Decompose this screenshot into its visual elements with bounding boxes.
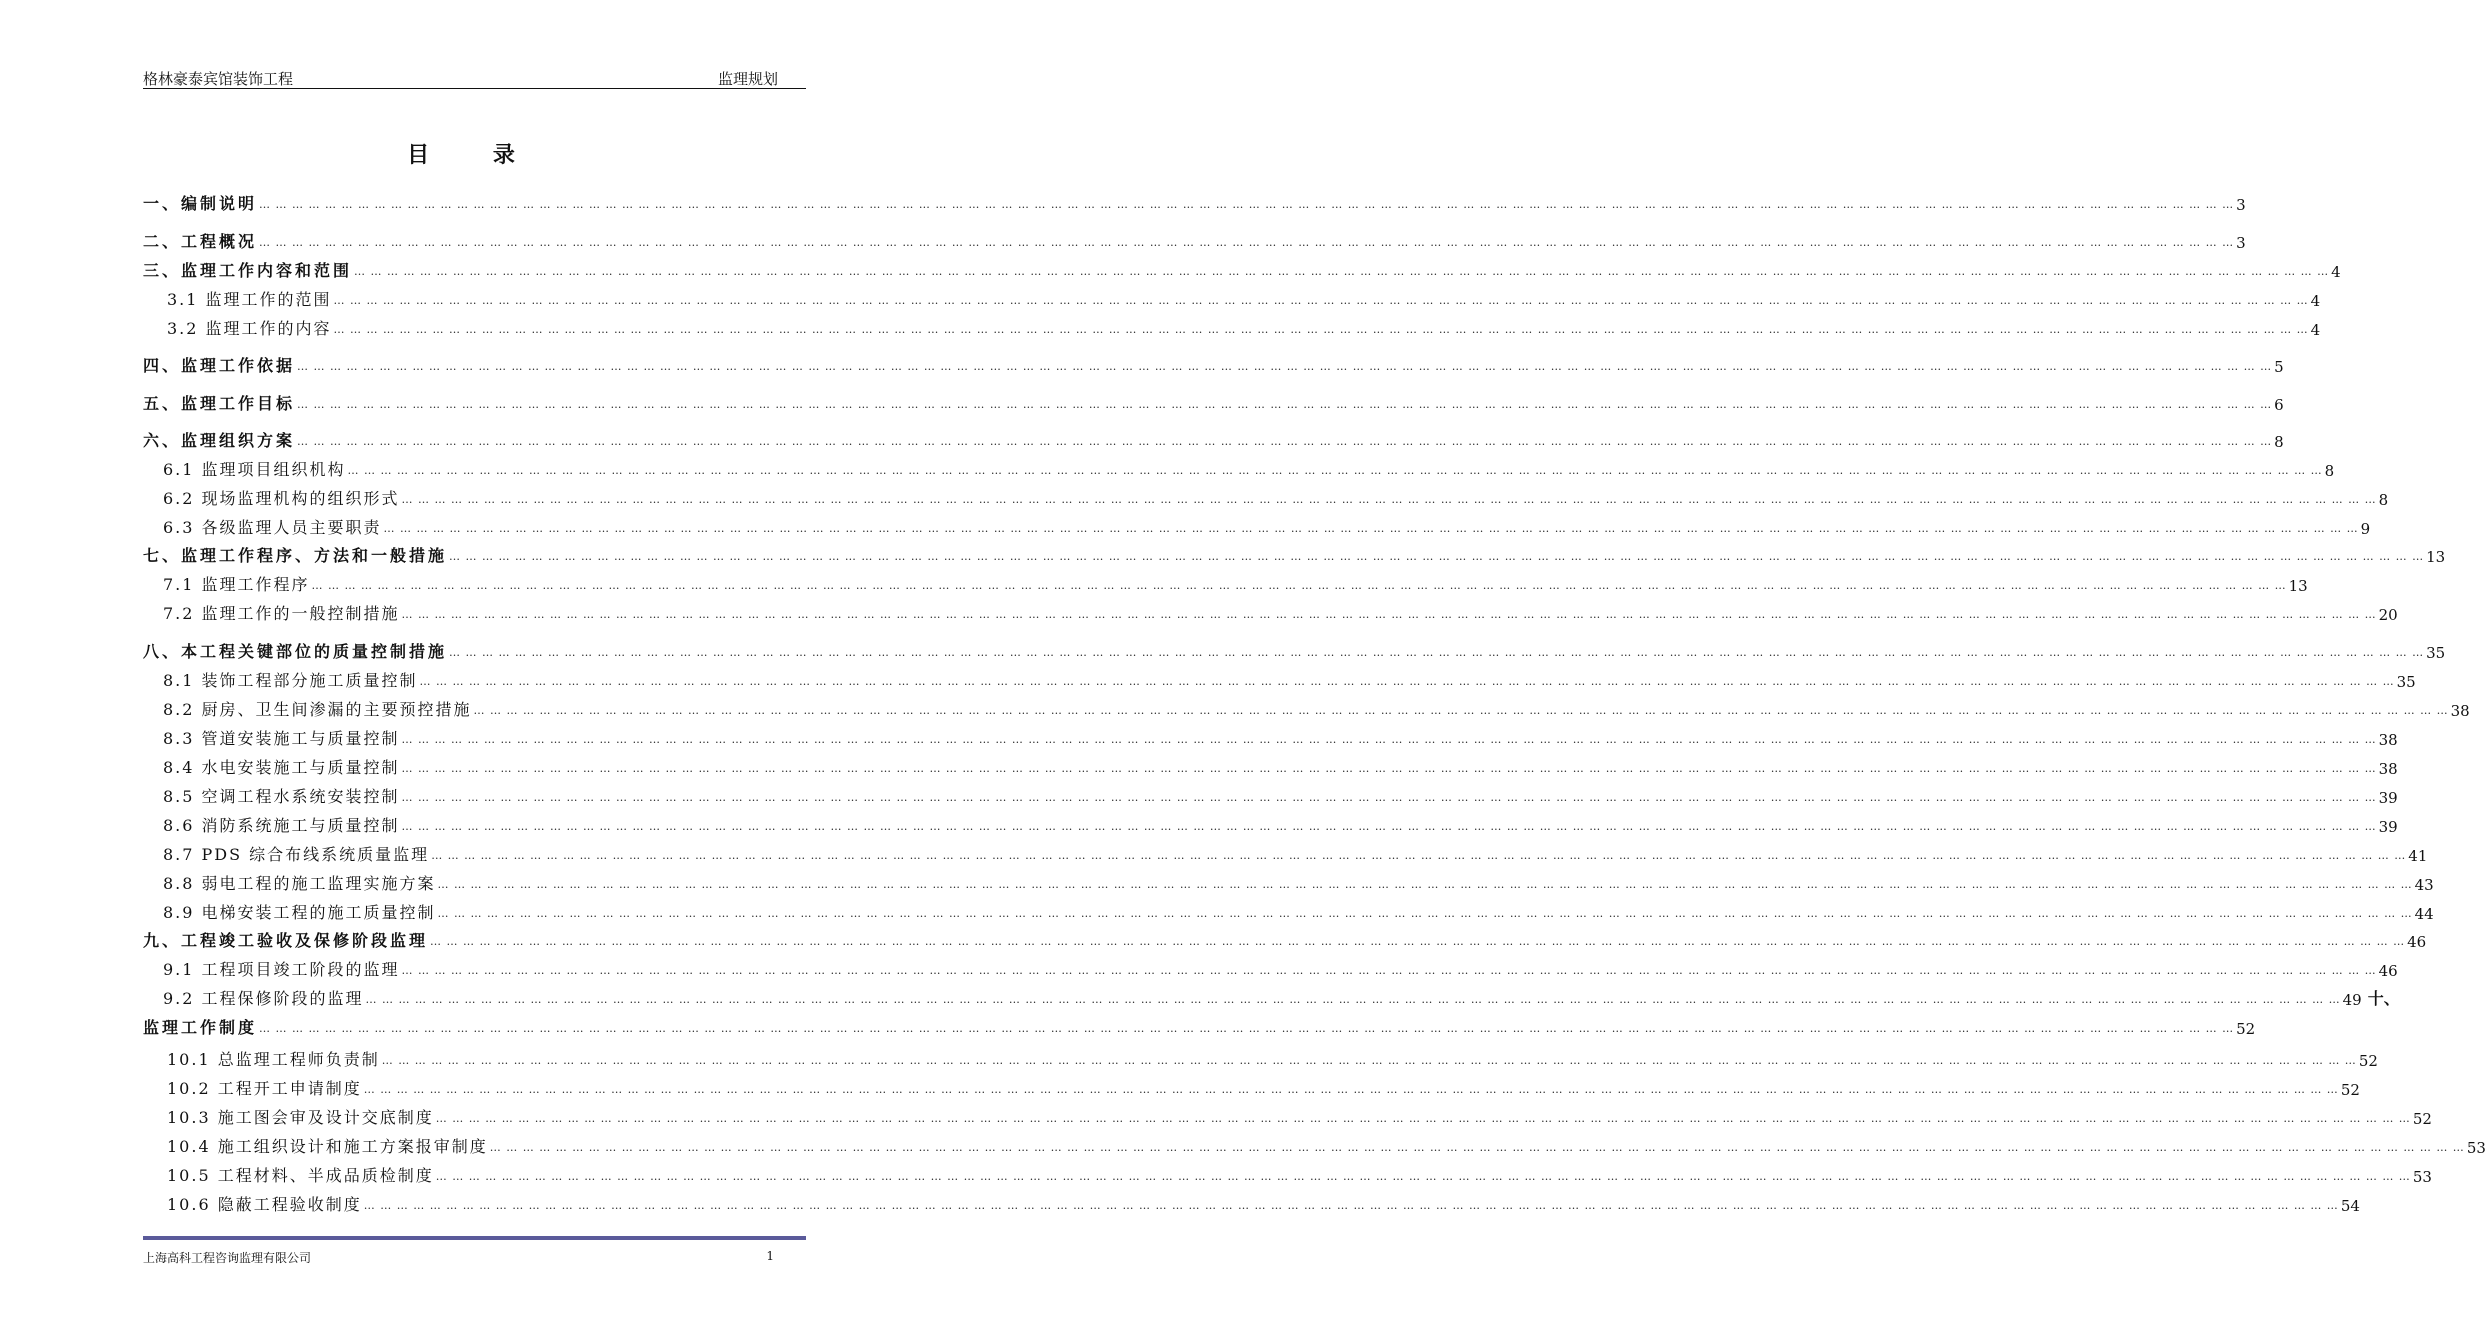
toc-leader-dots: … … … … … … … … … … … … … … … … … … … … … … … … … … … … … … … … … … … … … … … … … … … … … … … … … … … … … … … … … … … … … … … … … … … … … … … … … … … … … … … … … … … … … … … … … … … … … … … … … … … … … … … … … … … … … … … … … … … … … … … … [365, 993, 2341, 1006]
toc-leader-dots: … … … … … … … … … … … … … … … … … … … … … … … … … … … … … … … … … … … … … … … … … … … … … … … … … … … … … … … … … … … … … … … … … … … … … … … … … … … … … … … … … … … … … … … … … … … … … … … … … … … … … … … … … … … … … … … … … … … … … … … … [401, 791, 2377, 804]
toc-entry-page: 52 [2340, 1081, 2360, 1099]
toc-entry[interactable] [143, 754, 2398, 778]
toc-entry[interactable] [143, 638, 2446, 662]
toc-entry-page: 54 [2340, 1197, 2360, 1215]
toc-leader-dots: … … … … … … … … … … … … … … … … … … … … … … … … … … … … … … … … … … … … … … … … … … … … … … … … … … … … … … … … … … … … … … … … … … … … … … … … … … … … … … … … … … … … … … … … … … … … … … … … … … … … … … … … … … … … … … … … … … … … … … … … [297, 435, 2273, 448]
toc-entry-page: 8 [2378, 491, 2389, 509]
toc-leader-dots: … … … … … … … … … … … … … … … … … … … … … … … … … … … … … … … … … … … … … … … … … … … … … … … … … … … … … … … … … … … … … … … … … … … … … … … … … … … … … … … … … … … … … … … … … … … … … … … … … … … … … … … … … … … … … … … … … … … … … … … … [437, 878, 2413, 891]
toc-entry-page: 38 [2450, 702, 2470, 720]
toc-leader-dots: … … … … … … … … … … … … … … … … … … … … … … … … … … … … … … … … … … … … … … … … … … … … … … … … … … … … … … … … … … … … … … … … … … … … … … … … … … … … … … … … … … … … … … … … … … … … … … … … … … … … … … … … … … … … … … … … … … … … … … … … [430, 935, 2406, 948]
toc-leader-dots: … … … … … … … … … … … … … … … … … … … … … … … … … … … … … … … … … … … … … … … … … … … … … … … … … … … … … … … … … … … … … … … … … … … … … … … … … … … … … … … … … … … … … … … … … … … … … … … … … … … … … … … … … … … … … … … … … … … … … … … … [449, 646, 2425, 659]
toc-leader-dots: … … … … … … … … … … … … … … … … … … … … … … … … … … … … … … … … … … … … … … … … … … … … … … … … … … … … … … … … … … … … … … … … … … … … … … … … … … … … … … … … … … … … … … … … … … … … … … … … … … … … … … … … … … … … … … … … … … … … … … … … [363, 1199, 2339, 1212]
toc-entry-page: 4 [2310, 292, 2321, 310]
toc-entry[interactable] [143, 870, 2434, 894]
toc-entry-page: 39 [2378, 789, 2398, 807]
toc-entry[interactable] [143, 390, 2284, 414]
toc-entry-page: 13 [2426, 548, 2446, 566]
toc-entry-page: 3 [2236, 196, 2246, 214]
toc-entry-label: 四、监理工作依据 [143, 356, 296, 375]
toc-entry-page: 8 [2274, 433, 2284, 451]
toc-entry-page: 4 [2310, 321, 2321, 339]
toc-entry-page: 4 [2331, 263, 2341, 281]
toc-entry-page: 8 [2324, 462, 2335, 480]
toc-entry-label: 10.6 隐蔽工程验收制度 [167, 1195, 362, 1214]
toc-entry-page: 53 [2412, 1168, 2432, 1186]
toc-entry-label: 监理工作制度 [143, 1018, 258, 1037]
toc-entry-label: 8.3 管道安装施工与质量控制 [163, 729, 400, 748]
toc-entry[interactable] [143, 1133, 2486, 1157]
toc-entry[interactable] [143, 841, 2428, 865]
toc-entry[interactable] [143, 228, 2246, 252]
toc-entry-label: 3.1 监理工作的范围 [167, 290, 332, 309]
toc-entry[interactable] [143, 456, 2335, 480]
toc-entry-label: 8.5 空调工程水系统安装控制 [163, 787, 400, 806]
toc-entry-label: 8.9 电梯安装工程的施工质量控制 [163, 903, 436, 922]
toc-entry-label: 五、监理工作目标 [143, 394, 296, 413]
toc-entry[interactable] [143, 927, 2427, 951]
toc-leader-dots: … … … … … … … … … … … … … … … … … … … … … … … … … … … … … … … … … … … … … … … … … … … … … … … … … … … … … … … … … … … … … … … … … … … … … … … … … … … … … … … … … … … … … … … … … … … … … … … … … … … … … … … … … … … … … … … … … … … … … … … … [354, 265, 2330, 278]
toc-leader-dots: … … … … … … … … … … … … … … … … … … … … … … … … … … … … … … … … … … … … … … … … … … … … … … … … … … … … … … … … … … … … … … … … … … … … … … … … … … … … … … … … … … … … … … … … … … … … … … … … … … … … … … … … … … … … … … … … … … … … … … … … [401, 762, 2377, 775]
toc-entry-label: 8.8 弱电工程的施工监理实施方案 [163, 874, 436, 893]
toc-entry-label: 8.4 水电安装施工与质量控制 [163, 758, 400, 777]
toc-leader-dots: … … … … … … … … … … … … … … … … … … … … … … … … … … … … … … … … … … … … … … … … … … … … … … … … … … … … … … … … … … … … … … … … … … … … … … … … … … … … … … … … … … … … … … … … … … … … … … … … … … … … … … … … … … … … … … … … … … … … … … … … [401, 964, 2377, 977]
toc-leader-dots: … … … … … … … … … … … … … … … … … … … … … … … … … … … … … … … … … … … … … … … … … … … … … … … … … … … … … … … … … … … … … … … … … … … … … … … … … … … … … … … … … … … … … … … … … … … … … … … … … … … … … … … … … … … … … … … … … … … … … … … … [489, 1141, 2465, 1154]
toc-entry-label: 一、编制说明 [143, 194, 258, 213]
toc-leader-dots: … … … … … … … … … … … … … … … … … … … … … … … … … … … … … … … … … … … … … … … … … … … … … … … … … … … … … … … … … … … … … … … … … … … … … … … … … … … … … … … … … … … … … … … … … … … … … … … … … … … … … … … … … … … … … … … … … … … … … … … … [363, 1083, 2339, 1096]
toc-entry-page: 41 [2408, 847, 2428, 865]
toc-entry-label: 10.3 施工图会审及设计交底制度 [167, 1108, 434, 1127]
toc-entry[interactable] [143, 571, 2308, 595]
toc-entry-page: 20 [2378, 606, 2398, 624]
toc-entry-label: 二、工程概况 [143, 232, 258, 251]
toc-entry-page: 43 [2414, 876, 2434, 894]
footer-page-number: 1 [766, 1249, 774, 1263]
toc-entry[interactable] [143, 190, 2246, 214]
toc-entry[interactable] [143, 542, 2446, 566]
toc-leader-dots: … … … … … … … … … … … … … … … … … … … … … … … … … … … … … … … … … … … … … … … … … … … … … … … … … … … … … … … … … … … … … … … … … … … … … … … … … … … … … … … … … … … … … … … … … … … … … … … … … … … … … … … … … … … … … … … … … … … … … … … … [333, 294, 2309, 307]
toc-entry[interactable] [143, 985, 2400, 1009]
toc-entry-label: 7.2 监理工作的一般控制措施 [163, 604, 400, 623]
toc-entry-page: 49 [2342, 991, 2362, 1009]
toc-entry-label: 9.1 工程项目竣工阶段的监理 [163, 960, 400, 979]
header-doc-type: 监理规划 [717, 70, 778, 88]
toc-entry[interactable] [143, 485, 2389, 509]
toc-entry-label: 8.1 装饰工程部分施工质量控制 [163, 671, 418, 690]
toc-entry-label: 3.2 监理工作的内容 [167, 319, 332, 338]
toc-entry-label: 10.4 施工组织设计和施工方案报审制度 [167, 1137, 488, 1156]
page-header [143, 66, 806, 89]
toc-leader-dots: … … … … … … … … … … … … … … … … … … … … … … … … … … … … … … … … … … … … … … … … … … … … … … … … … … … … … … … … … … … … … … … … … … … … … … … … … … … … … … … … … … … … … … … … … … … … … … … … … … … … … … … … … … … … … … … … … … … … … … … … [437, 907, 2413, 920]
toc-entry-label: 8.7 PDS 综合布线系统质量监理 [163, 845, 430, 864]
footer-divider [143, 1236, 806, 1240]
toc-leader-dots: … … … … … … … … … … … … … … … … … … … … … … … … … … … … … … … … … … … … … … … … … … … … … … … … … … … … … … … … … … … … … … … … … … … … … … … … … … … … … … … … … … … … … … … … … … … … … … … … … … … … … … … … … … … … … … … … … … … … … … … … [473, 704, 2449, 717]
toc-leader-dots: … … … … … … … … … … … … … … … … … … … … … … … … … … … … … … … … … … … … … … … … … … … … … … … … … … … … … … … … … … … … … … … … … … … … … … … … … … … … … … … … … … … … … … … … … … … … … … … … … … … … … … … … … … … … … … … … … … … … … … … … [431, 849, 2407, 862]
toc-entry-page: 35 [2396, 673, 2416, 691]
toc-entry-label: 七、监理工作程序、方法和一般措施 [143, 546, 448, 565]
toc-entry[interactable] [143, 1191, 2360, 1215]
toc-entry-page: 9 [2360, 520, 2371, 538]
toc-entry-page: 6 [2274, 396, 2284, 414]
toc-entry-page: 53 [2466, 1139, 2486, 1157]
toc-entry-label: 7.1 监理工作程序 [163, 575, 310, 594]
toc-entry[interactable] [143, 427, 2284, 451]
toc-entry[interactable] [143, 352, 2284, 376]
toc-entry-page: 46 [2378, 962, 2398, 980]
toc-leader-dots: … … … … … … … … … … … … … … … … … … … … … … … … … … … … … … … … … … … … … … … … … … … … … … … … … … … … … … … … … … … … … … … … … … … … … … … … … … … … … … … … … … … … … … … … … … … … … … … … … … … … … … … … … … … … … … … … … … … … … … … … [259, 236, 2235, 249]
toc-leader-dots: … … … … … … … … … … … … … … … … … … … … … … … … … … … … … … … … … … … … … … … … … … … … … … … … … … … … … … … … … … … … … … … … … … … … … … … … … … … … … … … … … … … … … … … … … … … … … … … … … … … … … … … … … … … … … … … … … … … … … … … … [333, 323, 2309, 336]
toc-entry[interactable] [143, 1104, 2432, 1128]
toc-leader-dots: … … … … … … … … … … … … … … … … … … … … … … … … … … … … … … … … … … … … … … … … … … … … … … … … … … … … … … … … … … … … … … … … … … … … … … … … … … … … … … … … … … … … … … … … … … … … … … … … … … … … … … … … … … … … … … … … … … … … … … … … [259, 1022, 2235, 1035]
toc-entry-label: 10.2 工程开工申请制度 [167, 1079, 362, 1098]
toc-entry[interactable] [143, 725, 2398, 749]
toc-leader-dots: … … … … … … … … … … … … … … … … … … … … … … … … … … … … … … … … … … … … … … … … … … … … … … … … … … … … … … … … … … … … … … … … … … … … … … … … … … … … … … … … … … … … … … … … … … … … … … … … … … … … … … … … … … … … … … … … … … … … … … … … [435, 1112, 2411, 1125]
toc-leader-dots: … … … … … … … … … … … … … … … … … … … … … … … … … … … … … … … … … … … … … … … … … … … … … … … … … … … … … … … … … … … … … … … … … … … … … … … … … … … … … … … … … … … … … … … … … … … … … … … … … … … … … … … … … … … … … … … … … … … … … … … … [259, 198, 2235, 211]
toc-entry-label: 八、本工程关键部位的质量控制措施 [143, 642, 448, 661]
toc-entry[interactable] [143, 956, 2398, 980]
toc-entry[interactable] [143, 600, 2398, 624]
toc-entry-overflow-label: 十、 [2367, 989, 2400, 1008]
header-project-title: 格林豪泰宾馆装饰工程 [143, 70, 294, 88]
toc-entry[interactable] [143, 514, 2371, 538]
toc-entry[interactable] [143, 783, 2398, 807]
toc-entry-label: 三、监理工作内容和范围 [143, 261, 353, 280]
toc-leader-dots: … … … … … … … … … … … … … … … … … … … … … … … … … … … … … … … … … … … … … … … … … … … … … … … … … … … … … … … … … … … … … … … … … … … … … … … … … … … … … … … … … … … … … … … … … … … … … … … … … … … … … … … … … … … … … … … … … … … … … … … … [401, 608, 2377, 621]
toc-entry[interactable] [143, 667, 2416, 691]
toc-entry-page: 52 [2358, 1052, 2378, 1070]
toc-leader-dots: … … … … … … … … … … … … … … … … … … … … … … … … … … … … … … … … … … … … … … … … … … … … … … … … … … … … … … … … … … … … … … … … … … … … … … … … … … … … … … … … … … … … … … … … … … … … … … … … … … … … … … … … … … … … … … … … … … … … … … … … [401, 820, 2377, 833]
toc-entry-page: 46 [2407, 933, 2427, 951]
toc-title: 目 录 [407, 143, 543, 168]
toc-entry[interactable] [143, 1162, 2432, 1186]
toc-entry-page: 39 [2378, 818, 2398, 836]
toc-leader-dots: … … … … … … … … … … … … … … … … … … … … … … … … … … … … … … … … … … … … … … … … … … … … … … … … … … … … … … … … … … … … … … … … … … … … … … … … … … … … … … … … … … … … … … … … … … … … … … … … … … … … … … … … … … … … … … … … … … … … … … … … [347, 464, 2323, 477]
toc-entry-page: 38 [2378, 731, 2398, 749]
toc-entry[interactable] [143, 315, 2321, 339]
toc-entry-label: 九、工程竣工验收及保修阶段监理 [143, 931, 429, 950]
toc-entry-page: 3 [2236, 234, 2246, 252]
toc-entry[interactable] [143, 286, 2321, 310]
toc-entry-page: 13 [2288, 577, 2308, 595]
toc-entry-label: 10.5 工程材料、半成品质检制度 [167, 1166, 434, 1185]
toc-leader-dots: … … … … … … … … … … … … … … … … … … … … … … … … … … … … … … … … … … … … … … … … … … … … … … … … … … … … … … … … … … … … … … … … … … … … … … … … … … … … … … … … … … … … … … … … … … … … … … … … … … … … … … … … … … … … … … … … … … … … … … … … [449, 550, 2425, 563]
toc-entry-label: 8.6 消防系统施工与质量控制 [163, 816, 400, 835]
toc-leader-dots: … … … … … … … … … … … … … … … … … … … … … … … … … … … … … … … … … … … … … … … … … … … … … … … … … … … … … … … … … … … … … … … … … … … … … … … … … … … … … … … … … … … … … … … … … … … … … … … … … … … … … … … … … … … … … … … … … … … … … … … … [381, 1054, 2357, 1067]
toc-entry-label: 6.1 监理项目组织机构 [163, 460, 346, 479]
toc-entry-page: 44 [2414, 905, 2434, 923]
toc-entry[interactable] [143, 1075, 2360, 1099]
toc-entry-page: 38 [2378, 760, 2398, 778]
toc-entry[interactable] [143, 1046, 2378, 1070]
toc-leader-dots: … … … … … … … … … … … … … … … … … … … … … … … … … … … … … … … … … … … … … … … … … … … … … … … … … … … … … … … … … … … … … … … … … … … … … … … … … … … … … … … … … … … … … … … … … … … … … … … … … … … … … … … … … … … … … … … … … … … … … … … … [297, 360, 2273, 373]
toc-entry-label: 10.1 总监理工程师负责制 [167, 1050, 380, 1069]
toc-entry-page: 35 [2426, 644, 2446, 662]
toc-entry[interactable] [143, 696, 2470, 720]
toc-leader-dots: … … … … … … … … … … … … … … … … … … … … … … … … … … … … … … … … … … … … … … … … … … … … … … … … … … … … … … … … … … … … … … … … … … … … … … … … … … … … … … … … … … … … … … … … … … … … … … … … … … … … … … … … … … … … … … … … … … … … … … … … [311, 579, 2287, 592]
toc-leader-dots: … … … … … … … … … … … … … … … … … … … … … … … … … … … … … … … … … … … … … … … … … … … … … … … … … … … … … … … … … … … … … … … … … … … … … … … … … … … … … … … … … … … … … … … … … … … … … … … … … … … … … … … … … … … … … … … … … … … … … … … … [435, 1170, 2411, 1183]
toc-entry-label: 6.3 各级监理人员主要职责 [163, 518, 382, 537]
toc-leader-dots: … … … … … … … … … … … … … … … … … … … … … … … … … … … … … … … … … … … … … … … … … … … … … … … … … … … … … … … … … … … … … … … … … … … … … … … … … … … … … … … … … … … … … … … … … … … … … … … … … … … … … … … … … … … … … … … … … … … … … … … … [401, 733, 2377, 746]
toc-leader-dots: … … … … … … … … … … … … … … … … … … … … … … … … … … … … … … … … … … … … … … … … … … … … … … … … … … … … … … … … … … … … … … … … … … … … … … … … … … … … … … … … … … … … … … … … … … … … … … … … … … … … … … … … … … … … … … … … … … … … … … … … [297, 398, 2273, 411]
toc-entry[interactable] [143, 812, 2398, 836]
toc-entry[interactable] [143, 257, 2341, 281]
toc-entry-page: 52 [2412, 1110, 2432, 1128]
toc-entry-label: 6.2 现场监理机构的组织形式 [163, 489, 400, 508]
toc-entry[interactable] [143, 1014, 2256, 1038]
footer-company: 上海高科工程咨询监理有限公司 [143, 1251, 312, 1265]
toc-leader-dots: … … … … … … … … … … … … … … … … … … … … … … … … … … … … … … … … … … … … … … … … … … … … … … … … … … … … … … … … … … … … … … … … … … … … … … … … … … … … … … … … … … … … … … … … … … … … … … … … … … … … … … … … … … … … … … … … … … … … … … … … [383, 522, 2359, 535]
toc-entry[interactable] [143, 899, 2434, 923]
toc-entry-page: 52 [2236, 1020, 2256, 1038]
toc-entry-label: 8.2 厨房、卫生间渗漏的主要预控措施 [163, 700, 472, 719]
toc-leader-dots: … … … … … … … … … … … … … … … … … … … … … … … … … … … … … … … … … … … … … … … … … … … … … … … … … … … … … … … … … … … … … … … … … … … … … … … … … … … … … … … … … … … … … … … … … … … … … … … … … … … … … … … … … … … … … … … … … … … … … … … … [401, 493, 2377, 506]
toc-entry-page: 5 [2274, 358, 2284, 376]
toc-leader-dots: … … … … … … … … … … … … … … … … … … … … … … … … … … … … … … … … … … … … … … … … … … … … … … … … … … … … … … … … … … … … … … … … … … … … … … … … … … … … … … … … … … … … … … … … … … … … … … … … … … … … … … … … … … … … … … … … … … … … … … … … [419, 675, 2395, 688]
toc-entry-label: 六、监理组织方案 [143, 431, 296, 450]
toc-entry-label: 9.2 工程保修阶段的监理 [163, 989, 364, 1008]
